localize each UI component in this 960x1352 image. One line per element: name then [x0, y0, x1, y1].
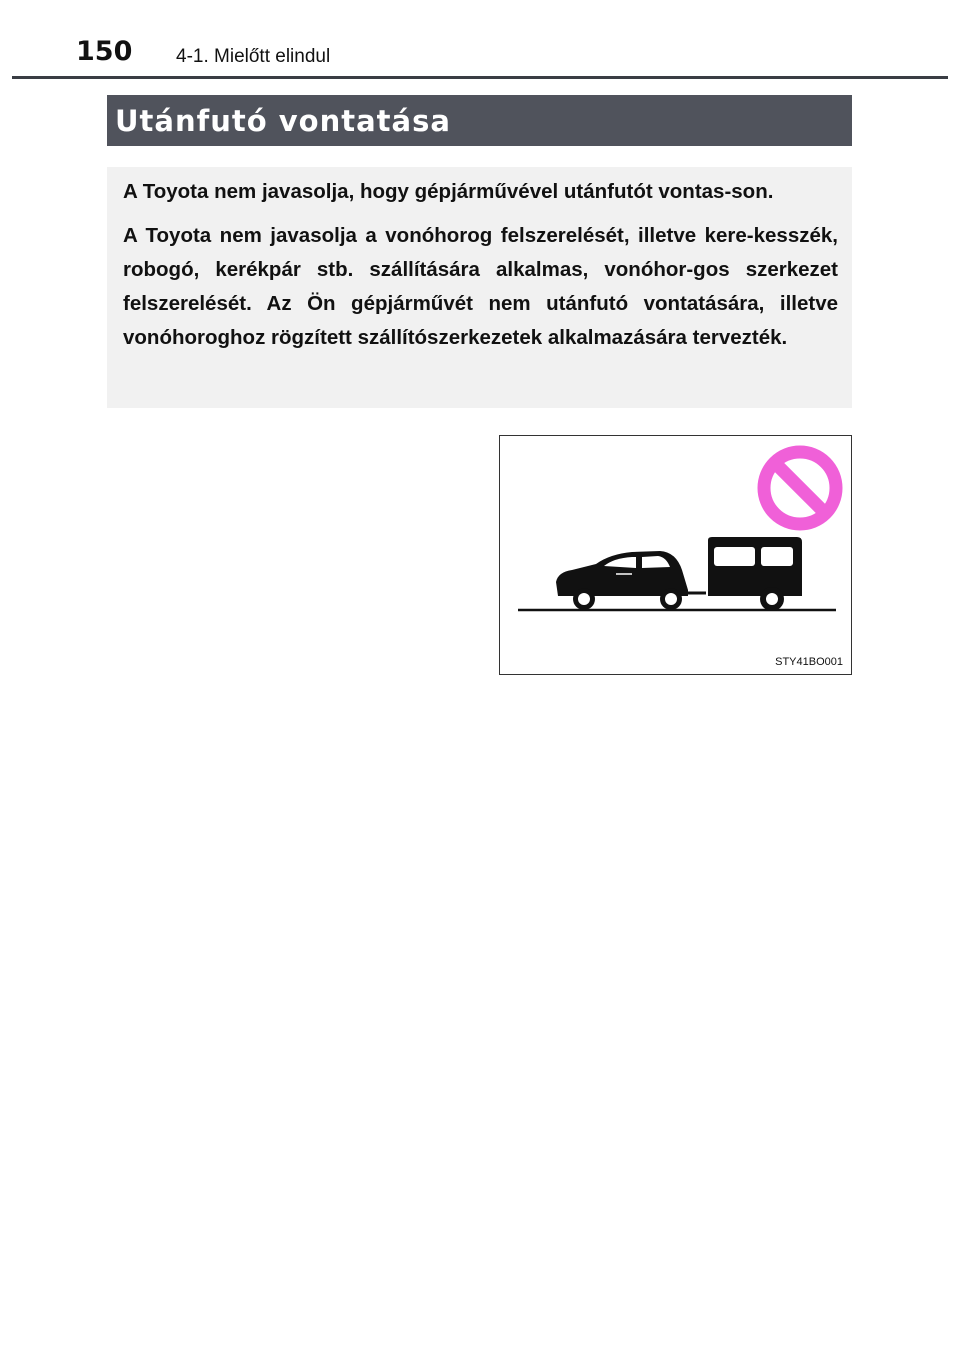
towing-illustration	[500, 436, 851, 674]
figure	[499, 435, 852, 675]
title-bar	[107, 95, 852, 146]
prohibition-icon	[764, 452, 836, 524]
trailer-icon	[708, 537, 802, 611]
page-title: Utánfutó vontatása	[115, 103, 451, 138]
car-icon	[556, 551, 706, 610]
notice-paragraph-1: A Toyota nem javasolja, hogy gépjárművével utánfutót vontas-son.	[123, 180, 774, 203]
notice-box	[107, 167, 852, 408]
page-number: 150	[76, 36, 133, 67]
notice-paragraph-2: A Toyota nem javasolja a vonóhorog felszerelését, illetve kere-kesszék, robogó, kerékpár stb. szállítására alkalmas, vonóhor-gos szerkezet felszerelését. Az Ön gépjárművét nem utánfutó vontatására, illetve vonóhoroghoz rögzített szállítószerkezetek alkalmazására tervezték.	[123, 224, 838, 349]
figure-code: STY41BO001	[775, 656, 843, 668]
header-rule	[12, 76, 948, 79]
section-label: 4-1. Mielőtt elindul	[176, 46, 331, 67]
